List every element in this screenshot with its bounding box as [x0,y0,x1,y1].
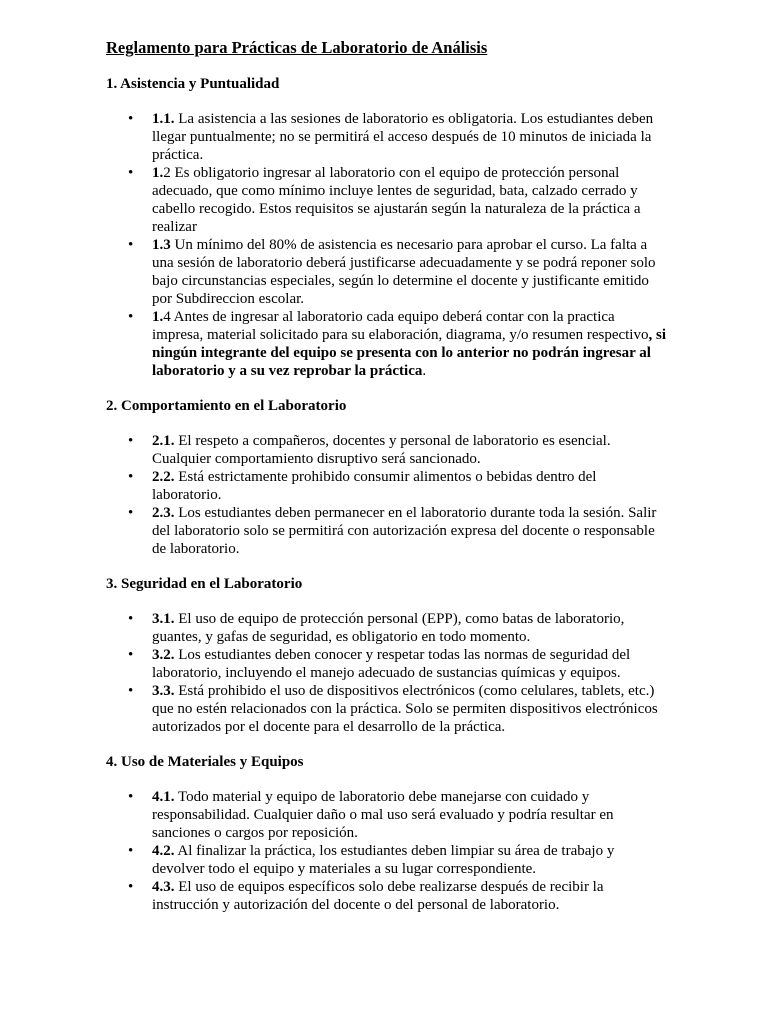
section-seguridad [106,575,668,736]
bullet-icon: • [128,165,134,181]
rule-item [106,504,668,558]
rule-number: 3.2. [152,647,175,663]
rule-text: Antes de ingresar al laboratorio cada equipo deberá contar con la practica impresa, material solicitado para su elaboración, diagrama, y/o resumen respectivo [152,309,649,343]
bullet-icon: • [128,611,134,627]
rule-item [106,308,668,380]
rules-list [106,432,668,558]
rule-item [106,432,668,468]
section-heading: 3. Seguridad en el Laboratorio [106,576,303,592]
rule-number: 4.3. [152,879,175,895]
rule-item [106,788,668,842]
rule-number: 2.1. [152,433,175,449]
rule-item [106,878,668,914]
bullet-icon: • [128,469,134,485]
rule-number: 4.2. [152,843,175,859]
section-materiales [106,753,668,914]
rule-text: La asistencia a las sesiones de laboratorio es obligatoria. Los estudiantes deben llegar puntualmente; no se permitirá el acceso después de 10 minutos de iniciada la práctica. [152,111,654,163]
bullet-icon: • [128,505,134,521]
bullet-icon: • [128,433,134,449]
rule-tail: . [422,363,427,379]
rule-number: 4.1. [152,789,175,805]
section-heading: 2. Comportamiento en el Laboratorio [106,398,347,414]
rule-number: 3.1. [152,611,175,627]
bullet-icon: • [128,843,134,859]
rule-number: 1.3 [152,237,171,253]
rule-number: 1. [152,165,164,181]
rule-text: El respeto a compañeros, docentes y personal de laboratorio es esencial. Cualquier comportamiento disruptivo será sancionado. [152,433,611,467]
rule-text: Está prohibido el uso de dispositivos electrónicos (como celulares, tablets, etc.) que no estén relacionados con la práctica. Solo se permiten dispositivos electrónicos autorizados por el docente para el desarrollo de la práctica. [152,683,658,735]
bullet-icon: • [128,789,134,805]
rule-text: Al finalizar la práctica, los estudiantes deben limpiar su área de trabajo y devolver todo el equipo y materiales a su lugar correspondiente. [152,843,615,877]
rule-text: Un mínimo del 80% de asistencia es necesario para aprobar el curso. La falta a una sesión de laboratorio deberá justificarse adecuadamente y se podrá reponer solo bajo circunstancias especiales, según lo determine el docente y justificante emitido por Subdireccion escolar. [152,237,656,307]
rules-list [106,110,668,380]
rule-number-suffix: 4 [163,309,171,325]
rule-text: Los estudiantes deben permanecer en el laboratorio durante toda la sesión. Salir del laboratorio solo se permitirá con autorización expresa del docente o responsable de laboratorio. [152,505,657,557]
rule-text: Todo material y equipo de laboratorio debe manejarse con cuidado y responsabilidad. Cualquier daño o mal uso será evaluado y podría resultar en sanciones o cargos por reposición. [152,789,614,841]
bullet-icon: • [128,879,134,895]
rule-text: Los estudiantes deben conocer y respetar todas las normas de seguridad del laboratorio, incluyendo el manejo adecuado de sustancias químicas y equipos. [152,647,631,681]
rules-list [106,610,668,736]
rules-list [106,788,668,914]
section-heading: 1. Asistencia y Puntualidad [106,76,280,92]
bullet-icon: • [128,647,134,663]
bullet-icon: • [128,683,134,699]
bullet-icon: • [128,309,134,325]
bullet-icon: • [128,237,134,253]
rule-text: El uso de equipo de protección personal (EPP), como batas de laboratorio, guantes, y gafas de seguridad, es obligatorio en todo momento. [152,611,625,645]
section-heading: 4. Uso de Materiales y Equipos [106,754,304,770]
document-title: Reglamento para Prácticas de Laboratorio de Análisis [106,38,488,57]
rule-item [106,842,668,878]
rule-number: 1. [152,309,164,325]
rule-number: 1.1. [152,111,175,127]
rule-number: 2.2. [152,469,175,485]
rule-text: Es obligatorio ingresar al laboratorio con el equipo de protección personal adecuado, que como mínimo incluye lentes de seguridad, bata, calzado cerrado y cabello recogido. Estos requisitos se ajustarán según la naturaleza de la práctica a realizar [152,165,641,235]
section-asistencia [106,75,668,380]
rule-item [106,682,668,736]
bullet-icon: • [128,111,134,127]
rule-emphasis: , si ningún integrante del equipo se presenta con lo anterior no podrán ingresar al laboratorio y a su vez reprobar la práctica [152,327,666,379]
rule-text: Está estrictamente prohibido consumir alimentos o bebidas dentro del laboratorio. [152,469,597,503]
rule-item [106,164,668,236]
rule-item [106,646,668,682]
rule-item [106,468,668,504]
rule-number-suffix: 2 [163,165,171,181]
rule-text: El uso de equipos específicos solo debe realizarse después de recibir la instrucción y autorización del docente o del personal de laboratorio. [152,879,604,913]
rule-item [106,236,668,308]
rule-number: 2.3. [152,505,175,521]
rule-item [106,610,668,646]
section-comportamiento [106,397,668,558]
rule-number: 3.3. [152,683,175,699]
rule-item [106,110,668,164]
